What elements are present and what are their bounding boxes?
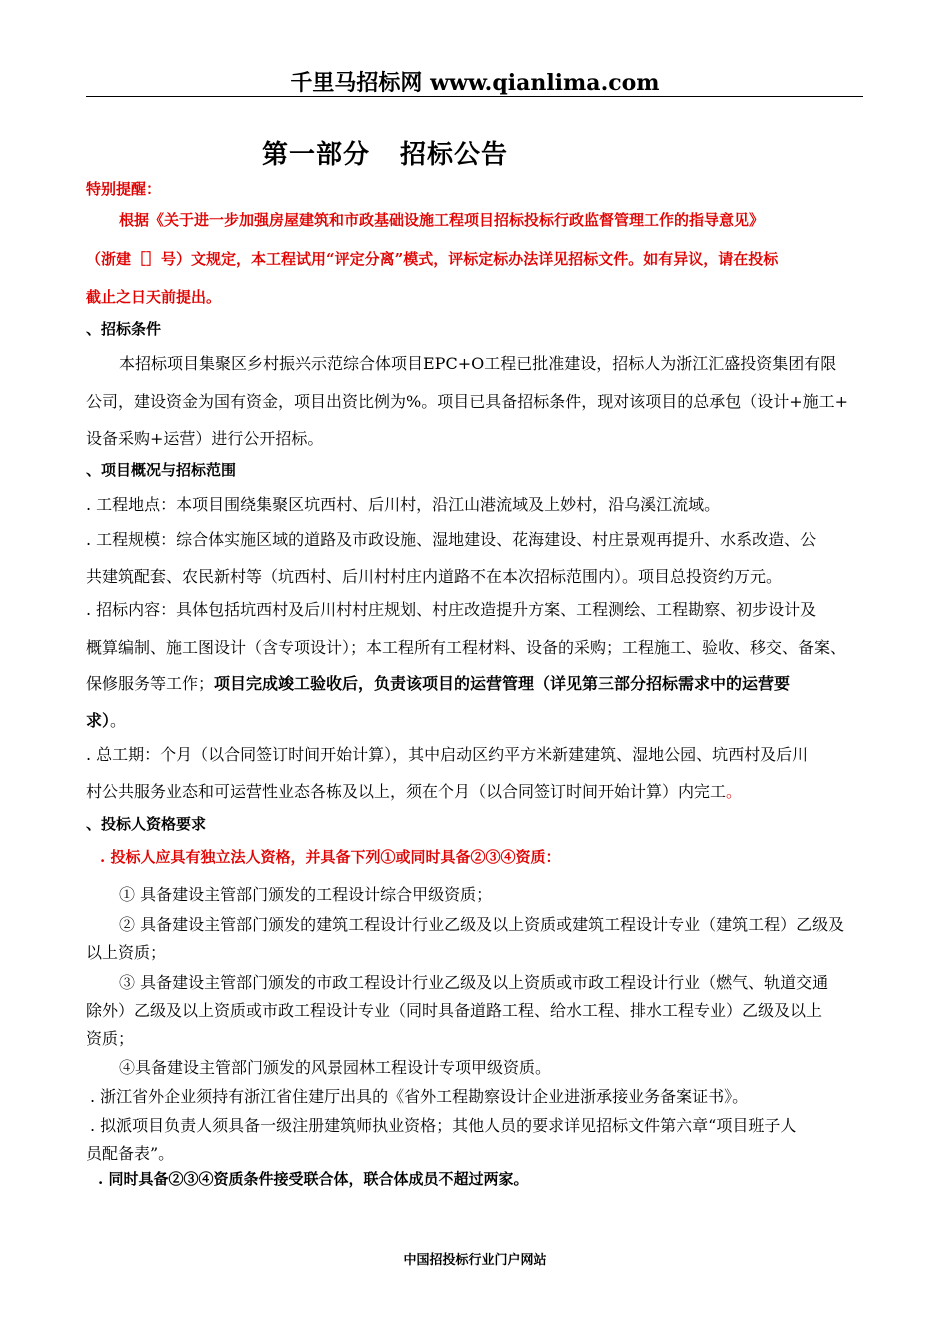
notice-line-3: 截止之日天前提出。: [86, 288, 222, 306]
s2-scale-2: 共建筑配套、农民新村等（坑西村、后川村村庄内道路不在本次招标范围内）。项目总投资约万元。: [86, 567, 783, 586]
s2-period-2: [86, 779, 742, 802]
site-header: 千里马招标网 www.qianlima.com: [290, 70, 660, 96]
s2-period-2a: 村公共服务业态和可运营性业态各栋及以上，须在个月（以合同签订时间开始计算）内完工: [86, 782, 727, 801]
section-2-heading: 、项目概况与招标范围: [86, 461, 237, 479]
s2-location: . 工程地点：本项目围绕集聚区坑西村、后川村，沿江山港流域及上妙村，沿乌溪江流域。: [86, 495, 721, 514]
s3-province: . 浙江省外企业须持有浙江省住建厅出具的《省外工程勘察设计企业进浙承接业务备案证书》。: [90, 1087, 749, 1106]
s2-scope-2: 概算编制、施工图设计（含专项设计）；本工程所有工程材料、设备的采购；工程施工、验收、移交、备案、: [86, 638, 847, 657]
s3-qual-4: ④具备建设主管部门颁发的风景园林工程设计专项甲级资质。: [119, 1058, 552, 1077]
s2-scope-3b: 项目完成竣工验收后，负责该项目的运营管理（详见第三部分招标需求中的运营要: [214, 674, 791, 693]
title-part: 第一部分: [262, 140, 371, 170]
s2-period-2b: 。: [726, 782, 743, 801]
title-name: 招标公告: [400, 140, 509, 170]
section-1-heading: 、招标条件: [86, 320, 162, 338]
s2-scope-4a: 求）: [86, 711, 111, 730]
header-rule: [86, 96, 863, 97]
s2-scope-1: . 招标内容：具体包括坑西村及后川村村庄规划、村庄改造提升方案、工程测绘、工程勘察、初步设计及: [86, 600, 817, 619]
s3-joint-venture: . 同时具备②③④资质条件接受联合体，联合体成员不超过两家。: [98, 1170, 529, 1188]
s3-qual-3c: 资质；: [86, 1029, 135, 1048]
notice-line-2: （浙建［］号）文规定，本工程试用“评定分离”模式，评标定标办法详见招标文件。如有异议，请在投标: [86, 250, 779, 268]
s1-line-1: 本招标项目集聚区乡村振兴示范综合体项目EPC+O工程已批准建设，招标人为浙江汇盛投资集团有限: [119, 354, 837, 373]
notice-label: 特别提醒：: [86, 180, 162, 198]
s2-scope-4: [86, 708, 126, 731]
s2-scope-3: [86, 671, 790, 694]
s2-scope-3a: 保修服务等工作；: [86, 674, 215, 693]
notice-line-1: 根据《关于进一步加强房屋建筑和市政基础设施工程项目招标投标行政监督管理工作的指导意见》: [119, 211, 765, 229]
s3-qual-2b: 以上资质；: [86, 943, 167, 962]
s3-pm-2: 员配备表”。: [86, 1144, 175, 1163]
section-3-heading: 、投标人资格要求: [86, 815, 207, 833]
page-footer: 中国招投标行业门户网站: [403, 1253, 547, 1268]
s3-qual-1: ① 具备建设主管部门颁发的工程设计综合甲级资质；: [119, 885, 493, 904]
s3-qual-3a: ③ 具备建设主管部门颁发的市政工程设计行业乙级及以上资质或市政工程设计行业（燃气、轨道交通: [119, 973, 829, 992]
s3-qual-2a: ② 具备建设主管部门颁发的建筑工程设计行业乙级及以上资质或建筑工程设计专业（建筑工程）乙级及: [119, 915, 845, 934]
s3-requirement: . 投标人应具有独立法人资格，并具备下列①或同时具备②③④资质：: [100, 848, 561, 866]
s3-pm-1: . 拟派项目负责人须具备一级注册建筑师执业资格；其他人员的要求详见招标文件第六章“项目班子人: [90, 1116, 797, 1135]
s2-period-1: . 总工期：个月（以合同签订时间开始计算），其中启动区约平方米新建建筑、湿地公园、坑西村及后川: [86, 745, 809, 764]
s1-line-3: 设备采购+运营）进行公开招标。: [86, 429, 324, 448]
page-title: [262, 134, 508, 171]
s1-line-2: 公司，建设资金为国有资金，项目出资比例为%。项目已具备招标条件，现对该项目的总承包（设计+施工+: [86, 392, 849, 411]
s3-qual-3b: 除外）乙级及以上资质或市政工程设计专业（同时具备道路工程、给水工程、排水工程专业）乙级及以上: [86, 1001, 823, 1020]
s2-scale-1: . 工程规模：综合体实施区域的道路及市政设施、湿地建设、花海建设、村庄景观再提升、水系改造、公: [86, 530, 817, 549]
s2-scope-4b: 。: [110, 711, 127, 730]
